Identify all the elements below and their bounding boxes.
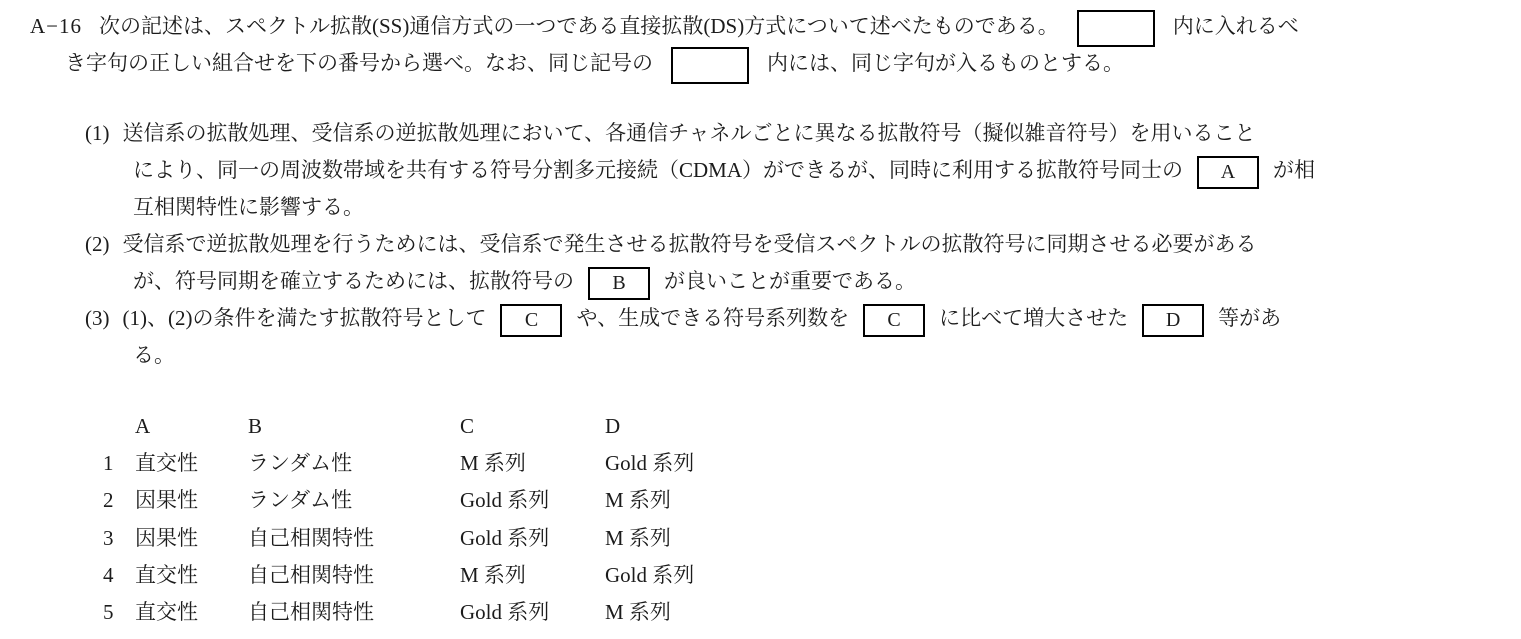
choice-number: 1 xyxy=(103,451,114,475)
paragraph-1-text-3: が相 xyxy=(1273,158,1316,182)
choice-cell-c: Gold 系列 xyxy=(460,600,550,624)
paragraph-1-text-2: により、同一の周波数帯域を共有する符号分割多元接続（CDMA）ができるが、同時に利用する拡散符号同士の xyxy=(133,158,1184,182)
choice-cell-d: M 系列 xyxy=(605,526,671,550)
choice-row-3 xyxy=(103,520,671,557)
paragraph-3-label: (3) xyxy=(85,306,110,330)
choice-row-5 xyxy=(103,594,671,631)
paragraph-3-text-5: る。 xyxy=(133,343,175,367)
paragraph-3-text-2: や、生成できる符号系列数を xyxy=(576,306,850,330)
intro-line-1 xyxy=(30,8,1299,45)
answer-box-b: B xyxy=(588,267,650,300)
choice-cell-d: Gold 系列 xyxy=(605,451,695,475)
intro-text-2: き字句の正しい組合せを下の番号から選べ。なお、同じ記号の xyxy=(65,51,653,75)
paragraph-2-line-1 xyxy=(85,226,1257,263)
choice-number: 4 xyxy=(103,563,114,587)
paragraph-1-label: (1) xyxy=(85,121,110,145)
blank-box-2 xyxy=(671,47,749,84)
paragraph-2-line-2 xyxy=(133,263,916,300)
answer-box-d: D xyxy=(1142,304,1204,337)
choice-cell-c: Gold 系列 xyxy=(460,488,550,512)
choice-cell-a: 直交性 xyxy=(135,451,198,475)
choice-cell-b: ランダム性 xyxy=(248,488,353,512)
answer-box-c2: C xyxy=(863,304,925,337)
choice-cell-a: 因果性 xyxy=(135,488,198,512)
col-header-b: B xyxy=(248,414,263,438)
answer-box-a: A xyxy=(1197,156,1259,189)
choices-header-row xyxy=(103,408,620,445)
choice-cell-c: M 系列 xyxy=(460,563,526,587)
choice-row-1 xyxy=(103,445,694,482)
choice-cell-d: M 系列 xyxy=(605,488,671,512)
choice-number: 3 xyxy=(103,526,114,550)
col-header-a: A xyxy=(135,414,151,438)
answer-box-c1: C xyxy=(500,304,562,337)
choice-cell-b: ランダム性 xyxy=(248,451,353,475)
choice-cell-b: 自己相関特性 xyxy=(248,600,374,624)
intro-text-1-after: 内に入れるべ xyxy=(1172,14,1299,38)
choice-cell-a: 直交性 xyxy=(135,600,198,624)
choice-number: 5 xyxy=(103,600,114,624)
paragraph-3-text-3: に比べて増大させた xyxy=(939,306,1129,330)
paragraph-1-text-4: 互相関特性に影響する。 xyxy=(133,195,364,219)
choice-cell-c: Gold 系列 xyxy=(460,526,550,550)
paragraph-3-text-1: (1)、(2)の条件を満たす拡散符号として xyxy=(122,306,487,330)
paragraph-1-text-1: 送信系の拡散処理、受信系の逆拡散処理において、各通信チャネルごとに異なる拡散符号（擬似雑音符号）を用いること xyxy=(122,121,1256,145)
intro-text-1: 次の記述は、スペクトル拡散(SS)通信方式の一つである直接拡散(DS)方式について述べたものである。 xyxy=(99,14,1059,38)
paragraph-3-line-2 xyxy=(133,337,175,374)
paragraph-2-text-1: 受信系で逆拡散処理を行うためには、受信系で発生させる拡散符号を受信スペクトルの拡散符号に同期させる必要がある xyxy=(122,232,1257,256)
paragraph-1-line-1 xyxy=(85,115,1255,152)
paragraph-3-line-1 xyxy=(85,300,1281,337)
choice-cell-d: Gold 系列 xyxy=(605,563,695,587)
col-header-c: C xyxy=(460,414,475,438)
col-header-d: D xyxy=(605,414,621,438)
choice-cell-b: 自己相関特性 xyxy=(248,563,374,587)
paragraph-2-label: (2) xyxy=(85,232,110,256)
paragraph-2-text-3: が良いことが重要である。 xyxy=(664,269,916,293)
choice-cell-a: 直交性 xyxy=(135,563,198,587)
paragraph-1-line-3 xyxy=(133,189,364,226)
intro-line-2 xyxy=(65,45,1124,82)
question-number: A−16 xyxy=(30,14,83,38)
choice-cell-a: 因果性 xyxy=(135,526,198,550)
paragraph-3-text-4: 等があ xyxy=(1218,306,1282,330)
choice-cell-c: M 系列 xyxy=(460,451,526,475)
choice-row-2 xyxy=(103,482,671,519)
blank-box-1 xyxy=(1077,10,1155,47)
choice-cell-b: 自己相関特性 xyxy=(248,526,374,550)
choice-cell-d: M 系列 xyxy=(605,600,671,624)
choice-number: 2 xyxy=(103,488,114,512)
choice-row-4 xyxy=(103,557,694,594)
paragraph-1-line-2 xyxy=(133,152,1315,189)
paragraph-2-text-2: が、符号同期を確立するためには、拡散符号の xyxy=(133,269,574,293)
intro-text-2-after: 内には、同じ字句が入るものとする。 xyxy=(767,51,1124,75)
